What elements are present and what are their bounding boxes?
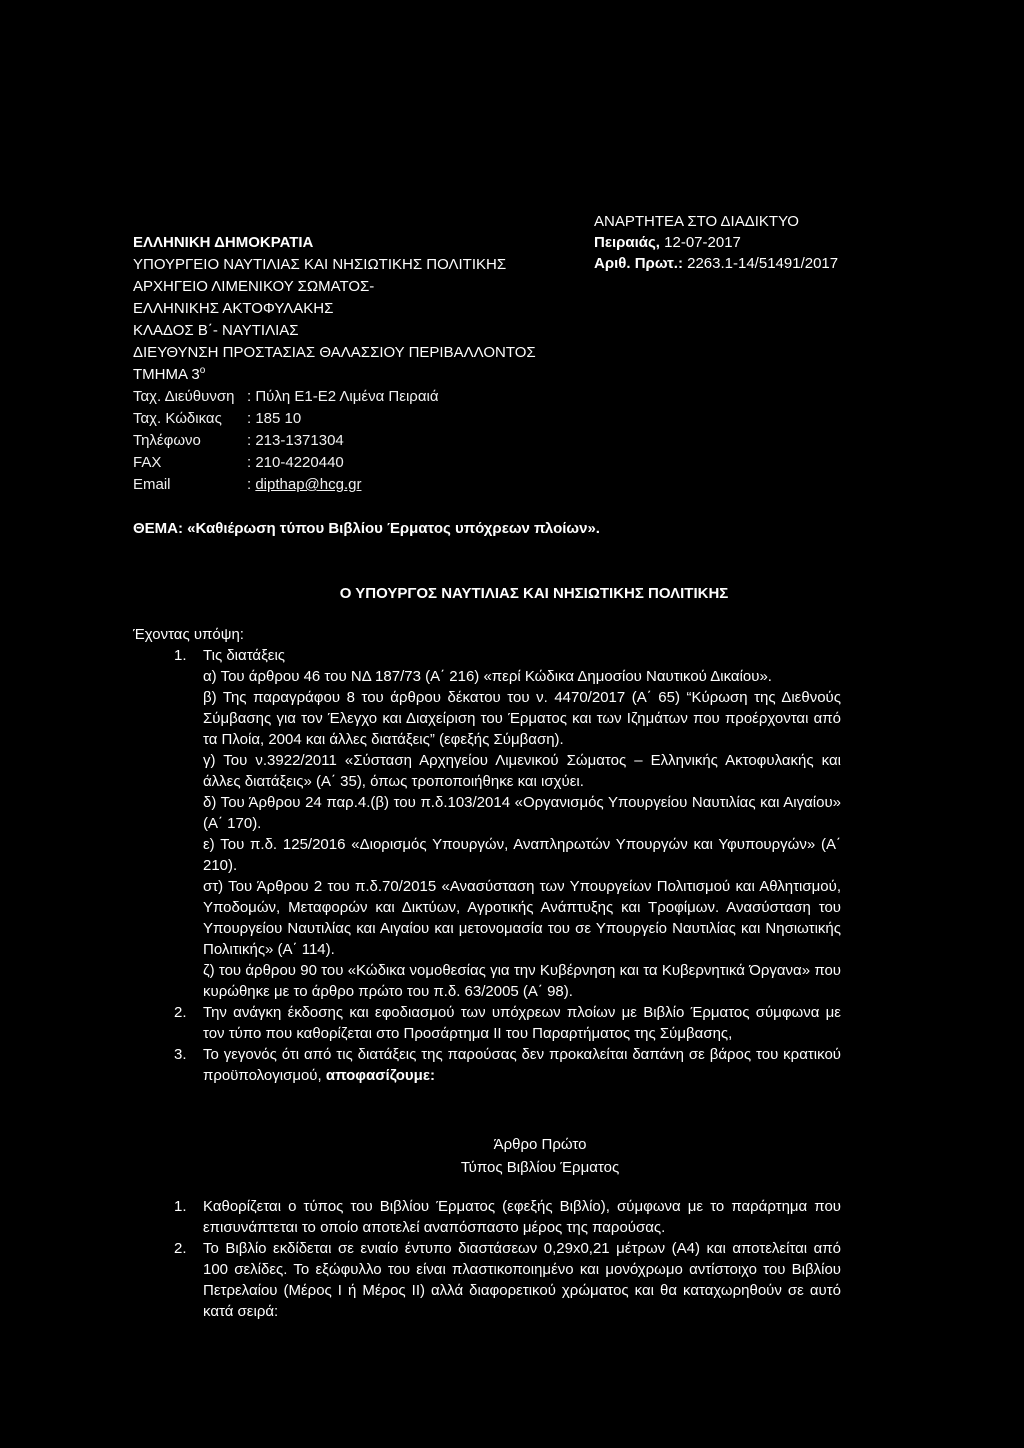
list-item [133, 645, 841, 666]
email-prefix: : [247, 476, 256, 493]
considering-label: Έχοντας υπόψη: [133, 626, 244, 643]
item-number: 1. [174, 647, 187, 664]
item-text: Την ανάγκη έκδοσης και εφοδιασμού των υπόχρεων πλοίων με Βιβλίο Έρματος σύμφωνα με τον τύπο που καθορίζεται στο Προσάρτημα ΙΙ του Παραρτήματος της Σύμβασης, [203, 1004, 841, 1042]
provision-f: στ) Του Άρθρου 2 του π.δ.70/2015 «Ανασύσταση των Υπουργείων Πολιτισμού και Αθλητισμού, Υποδομών, Μεταφορών και Δικτύων, Αγροτικής Ανάπτυξης και Τροφίμων. Ανασύσταση του Υπουργείου Ναυτιλίας και Αιγαίου και μετονομασία του σε Υπουργείο Ναυτιλίας και Νησιωτικής Πολιτικής» (Α΄ 114). [203, 878, 841, 958]
contact-label: FAX [133, 454, 162, 471]
item-number: 2. [174, 1004, 187, 1021]
contact-value: : 210-4220440 [247, 454, 344, 471]
item-number: 1. [174, 1198, 187, 1215]
protocol-number [594, 253, 954, 274]
subject-line: ΘΕΜΑ: «Καθιέρωση τύπου Βιβλίου Έρματος υπόχρεων πλοίων». [133, 520, 600, 537]
sender-block [133, 232, 553, 496]
contact-label: Email [133, 476, 171, 493]
place-label: Πειραιάς, [594, 234, 660, 251]
document-date: 12-07-2017 [664, 234, 741, 251]
list-item [133, 1196, 841, 1238]
contact-value: : 185 10 [247, 410, 302, 427]
branch-name: ΚΛΑΔΟΣ Β΄- ΝΑΥΤΙΛΙΑΣ [133, 322, 299, 339]
contact-value: : 213-1371304 [247, 432, 344, 449]
provision-d: δ) Του Άρθρου 24 παρ.4.(β) του π.δ.103/2014 «Οργανισμός Υπουργείου Ναυτιλίας και Αιγαίου» (Α΄ 170). [203, 794, 841, 832]
posting-notice: ΑΝΑΡΤΗΤΕΑ ΣΤΟ ΔΙΑΔΙΚΤΥΟ [594, 213, 799, 230]
section-superscript: ο [199, 365, 206, 376]
contact-label: Ταχ. Κώδικας [133, 410, 222, 427]
contact-label: Τηλέφωνο [133, 432, 201, 449]
section-name [133, 364, 553, 386]
item-number: 3. [174, 1046, 187, 1063]
list-item [133, 1044, 841, 1086]
contact-label: Ταχ. Διεύθυνση [133, 388, 235, 405]
article-heading: Άρθρο Πρώτο [493, 1136, 587, 1153]
item-text: Το Βιβλίο εκδίδεται σε ενιαίο έντυπο διαστάσεων 0,29x0,21 μέτρων (Α4) και αποτελείται από 100 σελίδες. Το εξώφυλλο του είναι πλαστικοποιημένο και μονόχρωμο αντίστοιχο του Βιβλίου Πετρελαίου (Μέρος Ι ή Μέρος ΙΙ) αλλά διαφορετικού χρώματος και θα καταχωρηθούν σε αυτό κατά σειρά: [203, 1240, 841, 1320]
place-date [594, 232, 954, 253]
protocol-label: Αριθ. Πρωτ.: [594, 255, 683, 272]
state-name: ΕΛΛΗΝΙΚΗ ΔΗΜΟΚΡΑΤΙΑ [133, 234, 314, 251]
provision-e: ε) Του π.δ. 125/2016 «Διορισμός Υπουργών, Αναπληρωτών Υπουργών και Υφυπουργών» (Α΄ 210). [203, 836, 841, 874]
provision-b: β) Της παραγράφου 8 του άρθρου δέκατου του ν. 4470/2017 (Α΄ 65) “Κύρωση της Διεθνούς Σύμβασης για τον Έλεγχο και Διαχείριση του Έρματος και των Ιζημάτων που προέρχονται από τα Πλοία, 2004 και άλλες διατάξεις” (εφεξής Σύμβαση). [203, 689, 841, 748]
reference-block [594, 211, 954, 274]
contact-phone [133, 430, 553, 452]
item-title: Τις διατάξεις [203, 647, 286, 664]
article-title: Τύπος Βιβλίου Έρματος [460, 1159, 620, 1176]
decision-word: αποφασίζουμε: [325, 1067, 435, 1084]
email-link[interactable]: dipthap@hcg.gr [255, 476, 362, 493]
item-text: Καθορίζεται ο τύπος του Βιβλίου Έρματος (εφεξής Βιβλίο), σύμφωνα με το παράρτημα που επισυνάπτεται το οποίο αποτελεί αναπόσπαστο μέρος της παρούσας. [203, 1198, 841, 1236]
contact-email [133, 474, 553, 496]
directorate-name: ΔΙΕΥΘΥΝΣΗ ΠΡΟΣΤΑΣΙΑΣ ΘΑΛΑΣΣΙΟΥ ΠΕΡΙΒΑΛΛΟΝΤΟΣ [133, 344, 536, 361]
minister-heading: Ο ΥΠΟΥΡΓΟΣ ΝΑΥΤΙΛΙΑΣ ΚΑΙ ΝΗΣΙΩΤΙΚΗΣ ΠΟΛΙΤΙΚΗΣ [339, 585, 729, 602]
list-item [133, 1238, 841, 1322]
contact-fax [133, 452, 553, 474]
ministry-name: ΥΠΟΥΡΓΕΙΟ ΝΑΥΤΙΛΙΑΣ ΚΑΙ ΝΗΣΙΩΤΙΚΗΣ ΠΟΛΙΤΙΚΗΣ [133, 256, 507, 273]
provision-g: ζ) του άρθρου 90 του «Κώδικα νομοθεσίας για την Κυβέρνηση και τα Κυβερνητικά Όργανα» που κυρώθηκε με το άρθρο πρώτο του π.δ. 63/2005 (Α΄ 98). [203, 962, 841, 1000]
section-label: ΤΜΗΜΑ 3 [133, 366, 200, 383]
hq-name-line1: ΑΡΧΗΓΕΙΟ ΛΙΜΕΝΙΚΟΥ ΣΩΜΑΤΟΣ- [133, 278, 375, 295]
contact-value: : Πύλη Ε1-Ε2 Λιμένα Πειραιά [247, 388, 439, 405]
provision-a: α) Του άρθρου 46 του ΝΔ 187/73 (Α΄ 216) «περί Κώδικα Δημοσίου Ναυτικού Δικαίου». [203, 668, 772, 685]
hq-name-line2: ΕΛΛΗΝΙΚΗΣ ΑΚΤΟΦΥΛΑΚΗΣ [133, 300, 334, 317]
item-text: Το γεγονός ότι από τις διατάξεις της παρούσας δεν προκαλείται δαπάνη σε βάρος του κρατικού προϋπολογισμού, [203, 1046, 841, 1084]
protocol-value: 2263.1-14/51491/2017 [687, 255, 839, 272]
provision-c: γ) Του ν.3922/2011 «Σύσταση Αρχηγείου Λιμενικού Σώματος – Ελληνικής Ακτοφυλακής και άλλες διατάξεις» (Α΄ 35), όπως τροποποιήθηκε και ισχύει. [203, 752, 841, 790]
article-body [133, 1196, 841, 1322]
contact-address [133, 386, 553, 408]
preamble [133, 624, 841, 1086]
contact-postcode [133, 408, 553, 430]
list-item [133, 1002, 841, 1044]
item-number: 2. [174, 1240, 187, 1257]
